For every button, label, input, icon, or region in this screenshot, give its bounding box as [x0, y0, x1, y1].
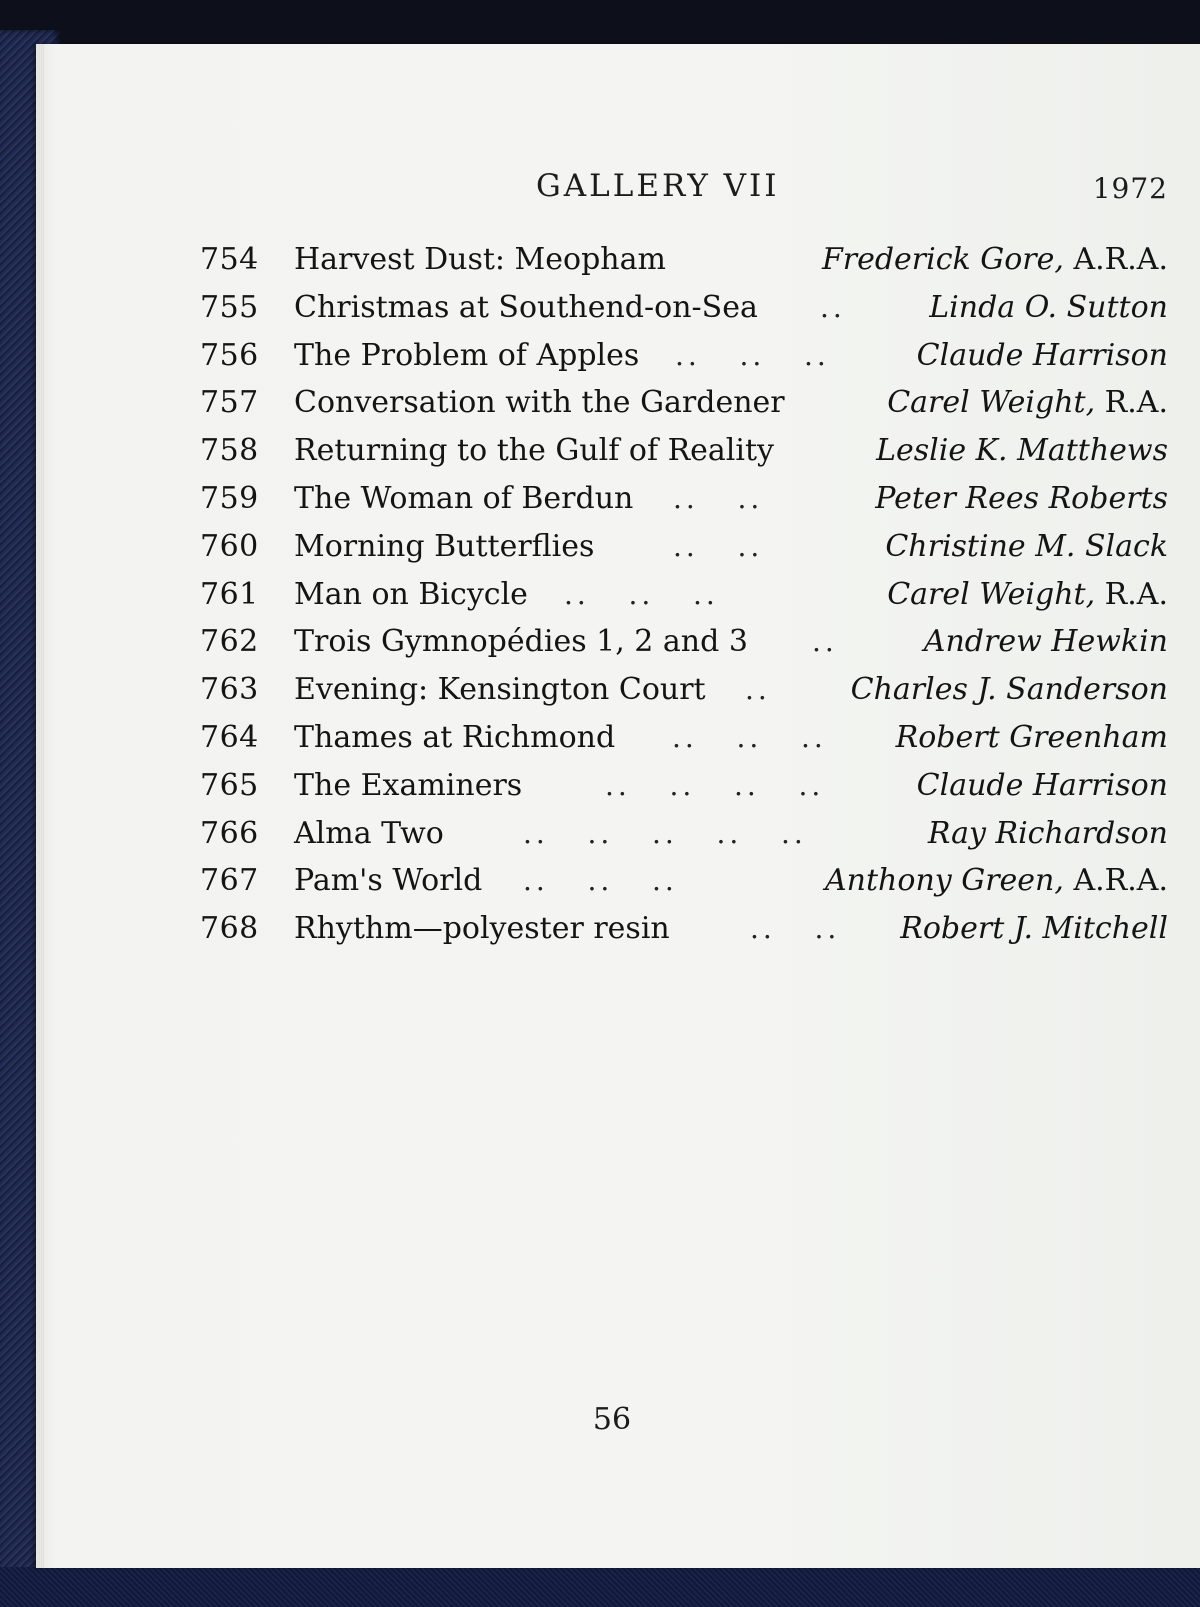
- leader-dots: .. .. ..: [564, 577, 719, 611]
- entry-title-extra: —polyester resin: [412, 911, 670, 947]
- entry-number: 764: [200, 719, 259, 755]
- leader-dots: ..: [812, 625, 838, 659]
- entry-number: 759: [200, 480, 259, 516]
- entry-number: 757: [200, 385, 259, 421]
- artist-name: Claude Harrison: [916, 767, 1168, 803]
- entry-artist: [929, 284, 1168, 332]
- entry-number: 754: [200, 242, 259, 277]
- entry-title: [294, 427, 774, 475]
- artist-honour: R.A.: [1104, 385, 1168, 421]
- artist-name: Linda O. Sutton: [929, 289, 1168, 325]
- catalogue-entry: [200, 427, 1168, 475]
- artist-name: Robert Greenham: [895, 719, 1168, 755]
- entry-title: [294, 714, 615, 762]
- entry-title: [294, 571, 528, 619]
- catalogue-entry: [200, 666, 1168, 714]
- entry-number: 768: [200, 911, 259, 947]
- entry-artist: [887, 571, 1168, 619]
- catalogue-entry: [200, 523, 1168, 571]
- catalogue-entry: [200, 714, 1168, 762]
- entry-title-text: Evening: Kensington Court: [294, 672, 706, 708]
- entry-title: [294, 810, 444, 858]
- entry-title-text: The Woman of Berdun: [294, 480, 634, 516]
- catalogue-entry: [200, 475, 1168, 523]
- artist-name: Christine M. Slack: [885, 528, 1168, 564]
- entry-number: 766: [200, 815, 259, 851]
- entry-number: 760: [200, 528, 259, 564]
- artist-honour: A.R.A.: [1073, 242, 1168, 277]
- entry-title: [294, 762, 522, 810]
- entry-artist: [917, 762, 1168, 810]
- entry-artist: [885, 523, 1168, 571]
- entry-artist: [924, 618, 1168, 666]
- entry-artist: [900, 905, 1168, 953]
- entry-title: [294, 475, 633, 523]
- artist-name: Anthony Green,: [825, 863, 1064, 899]
- entry-title: [294, 379, 785, 427]
- entry-title-text: Trois Gymnopédies 1, 2 and 3: [294, 624, 748, 660]
- year: 1972: [1092, 172, 1168, 205]
- artist-name: Robert J. Mitchell: [900, 911, 1168, 947]
- entry-number: 767: [200, 863, 259, 899]
- catalogue-entry: [200, 618, 1168, 666]
- artist-name: Carel Weight,: [887, 385, 1096, 421]
- entry-title: [294, 236, 666, 284]
- entry-title-text: Returning to the Gulf of Reality: [294, 433, 774, 469]
- leader-dots: .. ..: [673, 529, 764, 563]
- entry-title: [294, 523, 594, 571]
- artist-name: Carel Weight,: [887, 576, 1096, 612]
- artist-name: Ray Richardson: [927, 815, 1168, 851]
- leader-dots: .. ..: [750, 912, 841, 946]
- artist-honour: R.A.: [1104, 576, 1168, 612]
- entry-number: 758: [200, 433, 259, 469]
- book-cover-bottom: [0, 1567, 1200, 1607]
- entry-title: [294, 905, 670, 953]
- leader-dots: .. .. ..: [672, 720, 827, 754]
- entry-title-text: Alma Two: [294, 815, 444, 851]
- entry-title-text: The Problem of Apples: [294, 337, 640, 373]
- artist-name: Frederick Gore,: [821, 242, 1064, 277]
- entry-title-text: Man on Bicycle: [294, 576, 528, 612]
- entry-artist: [887, 379, 1168, 427]
- entry-title: [294, 284, 758, 332]
- catalogue-entry: [200, 857, 1168, 905]
- entry-artist: [875, 475, 1168, 523]
- entry-artist: [876, 427, 1168, 475]
- entry-title: [294, 332, 639, 380]
- catalogue-list: [200, 236, 1168, 953]
- entry-title-text: Harvest Dust: Meopham: [294, 242, 666, 277]
- entry-artist: [825, 857, 1168, 905]
- page-number: 56: [592, 1402, 632, 1437]
- catalogue-entry: [200, 379, 1168, 427]
- entry-title-text: Morning Butterflies: [294, 528, 595, 564]
- entry-number: 761: [200, 576, 259, 612]
- entry-title: [294, 618, 748, 666]
- catalogue-entry: [200, 810, 1168, 858]
- catalogue-entry: [200, 905, 1168, 953]
- entry-artist: [896, 714, 1168, 762]
- leader-dots: .. .. .. ..: [605, 768, 825, 802]
- catalogue-entry: [200, 284, 1168, 332]
- catalogue-entry: [200, 762, 1168, 810]
- leader-dots: .. .. ..: [675, 338, 830, 372]
- artist-honour: A.R.A.: [1073, 863, 1168, 899]
- entry-artist: [917, 332, 1168, 380]
- entry-title-text: Rhythm: [294, 911, 413, 947]
- entry-title-text: Pam's World: [294, 863, 483, 899]
- entry-number: 763: [200, 672, 259, 708]
- leader-dots: .. ..: [673, 481, 764, 515]
- entry-artist: [822, 236, 1168, 284]
- entry-title: [294, 857, 482, 905]
- leader-dots: ..: [820, 290, 846, 324]
- entry-number: 765: [200, 767, 259, 803]
- artist-name: Claude Harrison: [916, 337, 1168, 373]
- catalogue-entry: [200, 332, 1168, 380]
- entry-number: 755: [200, 289, 259, 325]
- entry-number: 762: [200, 624, 259, 660]
- artist-name: Leslie K. Matthews: [876, 433, 1168, 469]
- artist-name: Andrew Hewkin: [923, 624, 1168, 660]
- entry-title: [294, 666, 706, 714]
- leader-dots: .. .. ..: [523, 864, 678, 898]
- entry-title-text: Christmas at Southend-on-Sea: [294, 289, 758, 325]
- leader-dots: ..: [745, 673, 771, 707]
- artist-name: Charles J. Sanderson: [850, 672, 1168, 708]
- catalogue-entry: [200, 236, 1168, 284]
- entry-number: 756: [200, 337, 259, 373]
- artist-name: Peter Rees Roberts: [875, 480, 1168, 516]
- entry-artist: [928, 810, 1168, 858]
- leader-dots: .. .. .. .. ..: [523, 816, 807, 850]
- entry-title-text: The Examiners: [294, 767, 523, 803]
- catalogue-entry: [200, 571, 1168, 619]
- page-edges: [36, 44, 44, 1568]
- entry-artist: [851, 666, 1168, 714]
- gallery-title: GALLERY VII: [536, 168, 780, 204]
- entry-title-text: Conversation with the Gardener: [294, 385, 785, 421]
- entry-title-text: Thames at Richmond: [294, 719, 616, 755]
